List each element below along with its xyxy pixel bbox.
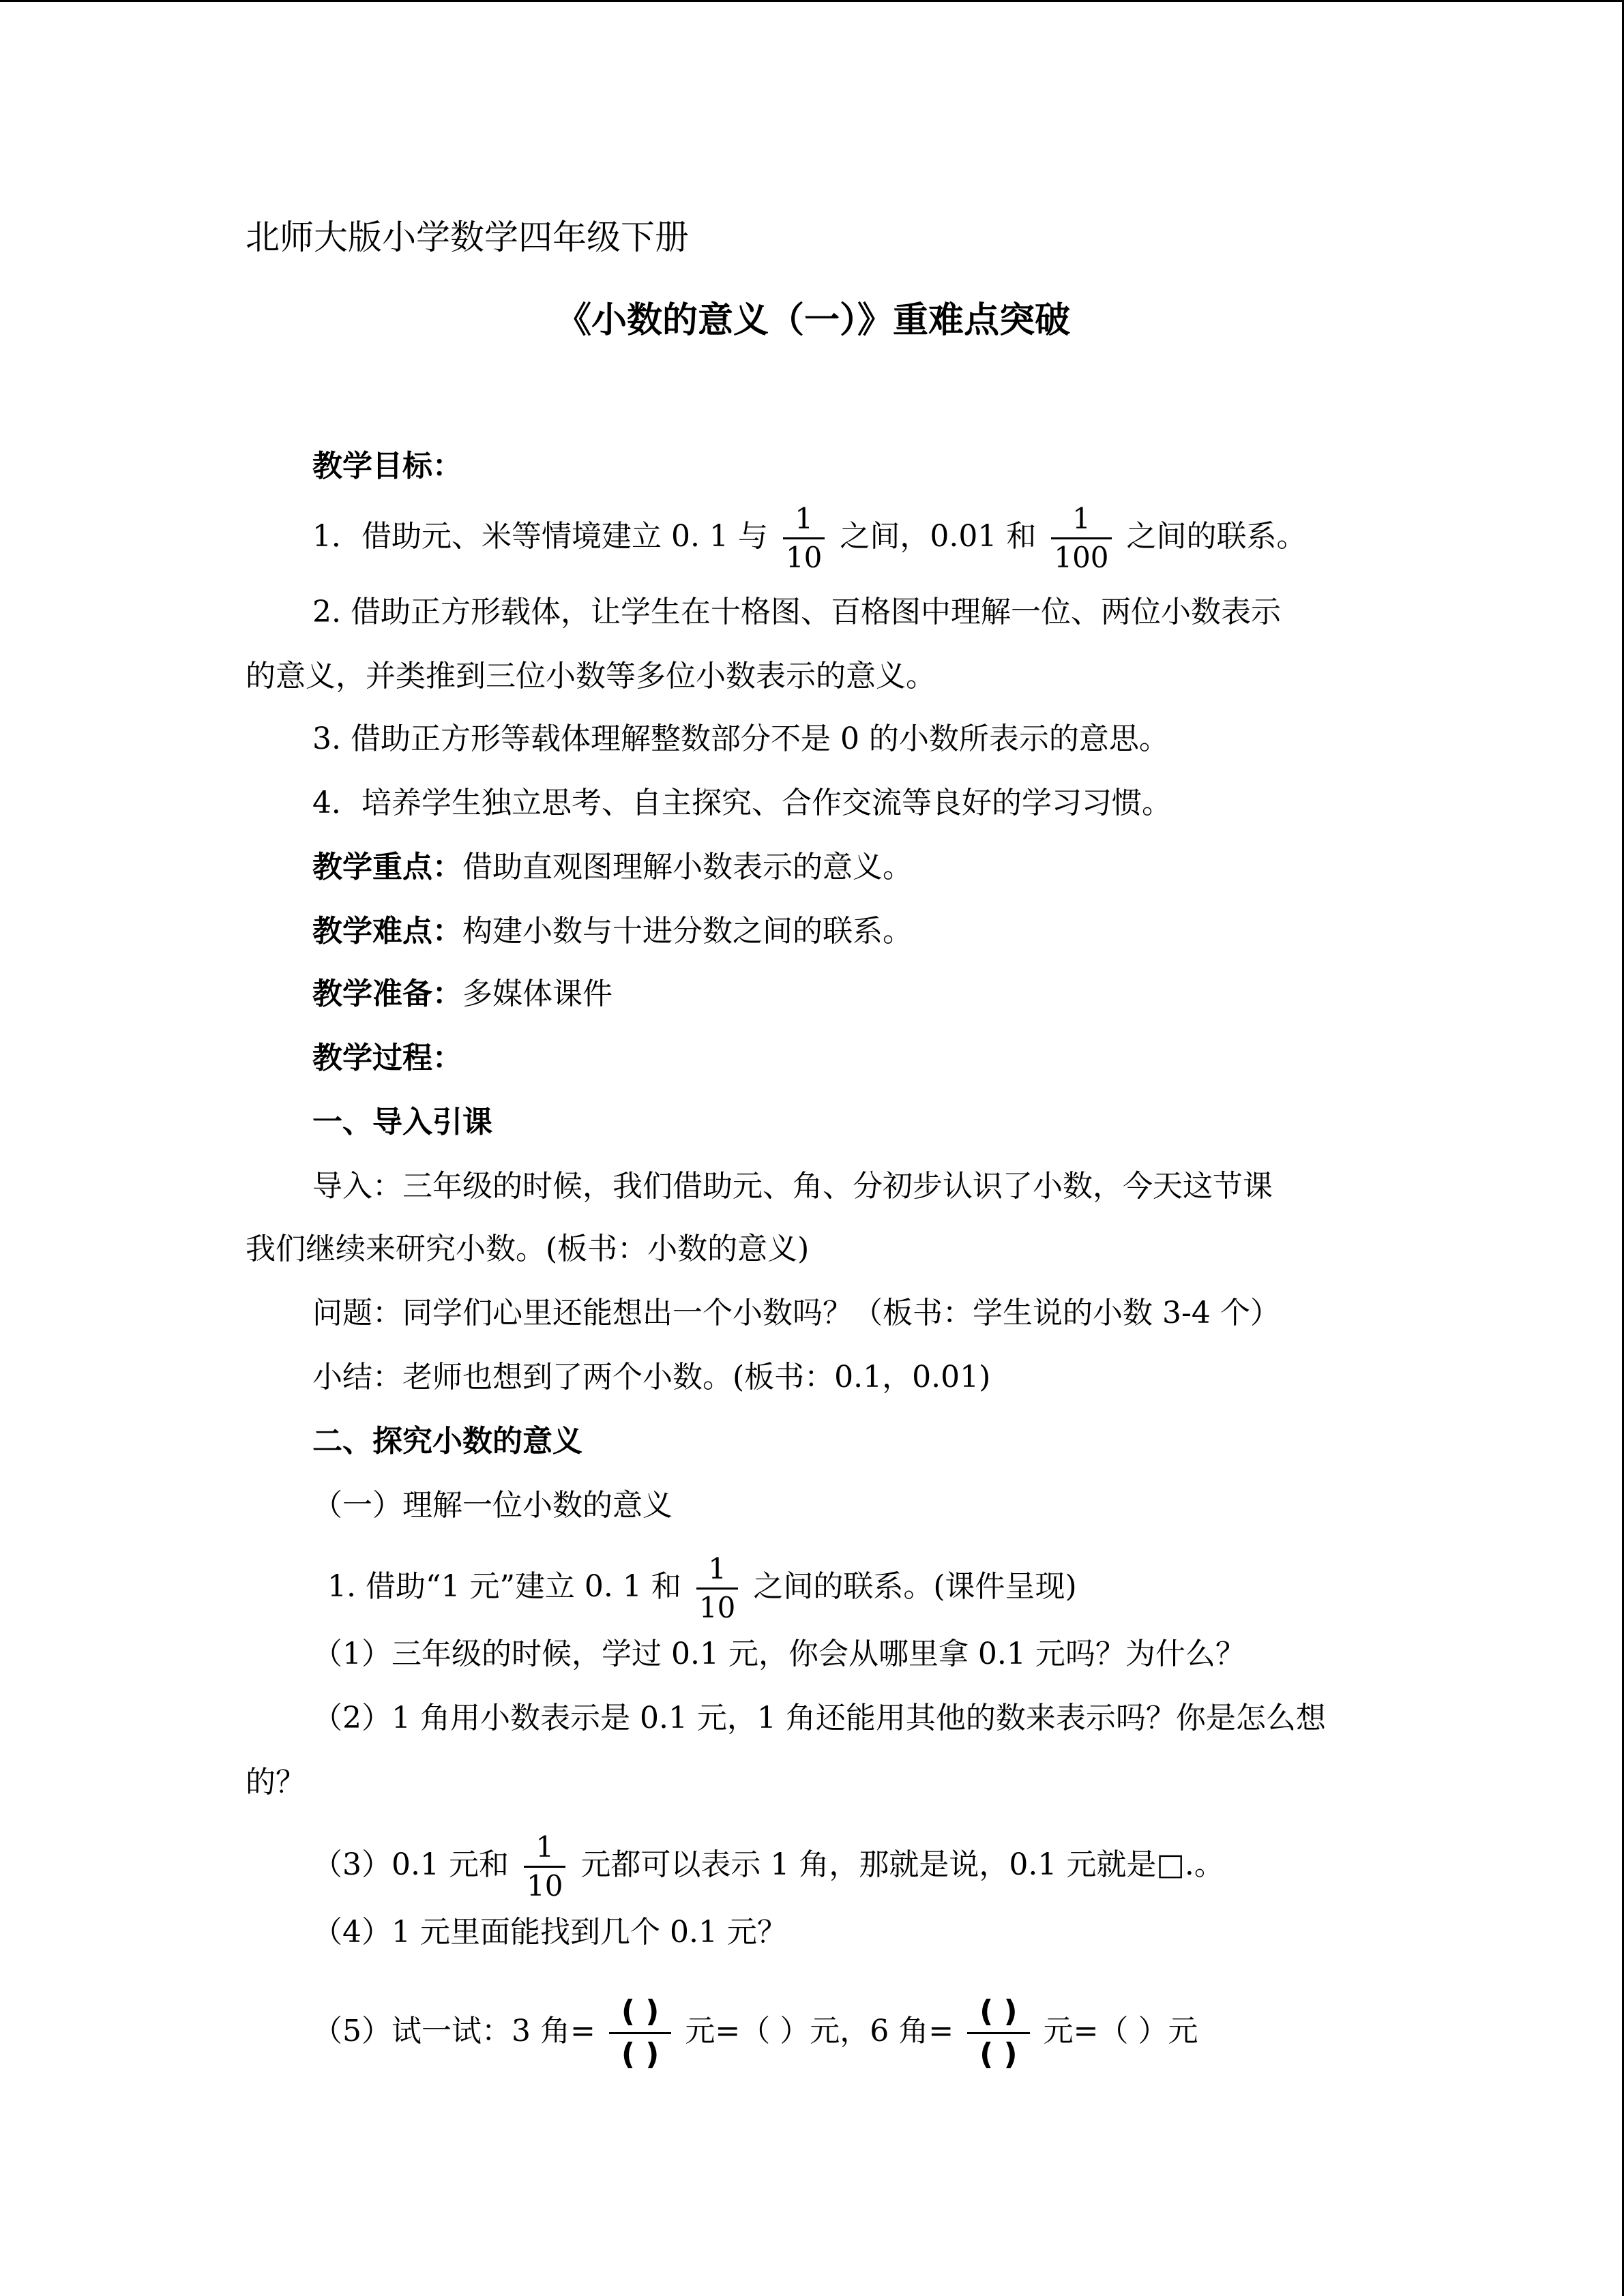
fraction-one-tenth [783,502,825,574]
preparation-text: 多媒体课件 [462,976,612,1011]
question-4: （4）1 元里面能找到几个 0.1 元？ [312,1915,787,1950]
key-point-text: 借助直观图理解小数表示的意义。 [462,850,913,884]
difficult-point-text: 构建小数与十进分数之间的联系。 [462,914,913,949]
objective-1 [312,502,1307,574]
fraction-numerator: 1 [1072,502,1091,535]
document-header: 北师大版小学数学四年级下册 [246,218,689,257]
blank-denominator: ( ) [609,2032,672,2070]
intro-summary: 小结：老师也想到了两个小数。(板书：0.1，0.01) [312,1360,991,1395]
objectives-heading: 教学目标： [312,449,462,483]
document-title: 《小数的意义（一）》重难点突破 [556,300,1071,341]
fraction-denominator: 10 [696,1587,738,1622]
blank-numerator: ( ) [621,1994,660,2029]
objective-1-pre: 1．借助元、米等情境建立 0. 1 与 [312,519,768,554]
fraction-denominator: 10 [783,537,825,572]
blank-fraction [609,1994,672,2072]
fraction-numerator: 1 [795,502,814,535]
difficult-point-label: 教学难点： [312,914,462,949]
intro-line2: 我们继续来研究小数。(板书：小数的意义) [246,1232,810,1266]
question-3-post: 元都可以表示 1 角，那就是说，0.1 元就是□.。 [580,1847,1224,1882]
section-2-heading: 二、探究小数的意义 [312,1424,582,1459]
key-point-label: 教学重点： [312,850,462,884]
process-heading: 教学过程： [312,1041,462,1075]
item-1-post: 之间的联系。(课件呈现) [753,1569,1077,1604]
objective-4: 4．培养学生独立思考、自主探究、合作交流等良好的学习习惯。 [312,786,1172,820]
objective-3: 3. 借助正方形等载体理解整数部分不是 0 的小数所表示的意思。 [312,721,1169,756]
objective-2-line1: 2. 借助正方形载体，让学生在十格图、百格图中理解一位、两位小数表示 [312,595,1281,629]
question-2-line1: （2）1 角用小数表示是 0.1 元，1 角还能用其他的数来表示吗？你是怎么想 [312,1701,1326,1735]
page-border-top [0,0,1624,2]
key-point [312,847,913,888]
blank-denominator: ( ) [967,2032,1030,2070]
fraction-denominator: 100 [1051,537,1111,572]
item-1 [327,1552,1077,1624]
objective-1-post: 之间的联系。 [1126,519,1307,554]
question-3 [312,1830,1224,1903]
intro-question: 问题：同学们心里还能想出一个小数吗？（板书：学生说的小数 3-4 个） [312,1296,1280,1330]
fraction-one-tenth [524,1830,565,1903]
fraction-denominator: 10 [524,1866,565,1900]
question-5-mid: 元=（ ）元，6 角= [685,2014,954,2048]
question-5-pre: （5）试一试：3 角= [312,2014,595,2048]
fraction-one-tenth [696,1552,738,1624]
question-2-line2: 的？ [246,1765,306,1800]
item-1-pre: 1. 借助“1 元”建立 0. 1 和 [327,1569,681,1604]
blank-fraction [967,1994,1030,2072]
question-1: （1）三年级的时候，学过 0.1 元，你会从哪里拿 0.1 元吗？为什么？ [312,1637,1245,1671]
question-5-post: 元=（ ）元 [1043,2014,1198,2048]
fraction-numerator: 1 [708,1552,726,1585]
subsection-1-heading: （一）理解一位小数的意义 [312,1488,673,1523]
question-3-pre: （3）0.1 元和 [312,1847,509,1882]
difficult-point [312,911,913,952]
preparation-label: 教学准备： [312,976,462,1011]
question-5 [312,1994,1198,2072]
fraction-one-hundredth [1051,502,1111,574]
blank-numerator: ( ) [979,1994,1018,2029]
fraction-numerator: 1 [535,1830,555,1864]
intro-line1: 导入：三年级的时候，我们借助元、角、分初步认识了小数，今天这节课 [312,1169,1273,1204]
preparation [312,974,612,1015]
objective-1-mid: 之间，0.01 和 [840,519,1037,554]
objective-2-line2: 的意义，并类推到三位小数等多位小数表示的意义。 [246,659,936,694]
section-1-heading: 一、导入引课 [312,1105,492,1139]
